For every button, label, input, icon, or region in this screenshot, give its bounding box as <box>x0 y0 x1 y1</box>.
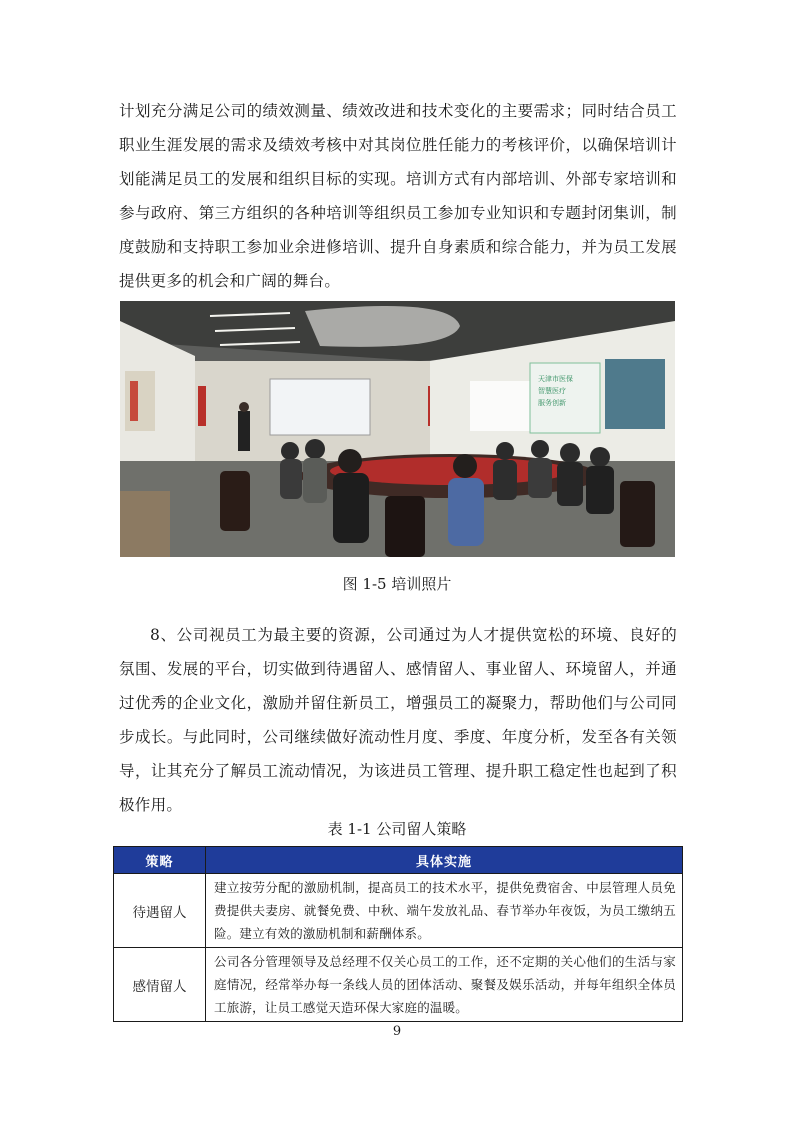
strategy-name: 感情留人 <box>114 948 206 1022</box>
photo-caption: 图 1-5 培训照片 <box>342 575 452 593</box>
table-header-row <box>114 847 683 874</box>
strategy-name: 待遇留人 <box>114 874 206 948</box>
body-paragraph-2: 8、公司视员工为最主要的资源，公司通过为人才提供宽松的环境、良好的氛围、发展的平台，切实做到待遇留人、感情留人、事业留人、环境留人，并通过优秀的企业文化，激励并留住新员工，增强员工的凝聚力，帮助他们与公司同步成长。与此同时，公司继续做好流动性月度、季度、年度分析，发至各有关领导，让其充分了解员工流动情况，为该进员工管理、提升职工稳定性也起到了积极作用。 <box>119 626 677 814</box>
board-text-2: 智慧医疗 <box>538 387 566 395</box>
body-paragraph-1: 计划充分满足公司的绩效测量、绩效改进和技术变化的主要需求；同时结合员工职业生涯发展的需求及绩效考核中对其岗位胜任能力的考核评价，以确保培训计划能满足员工的发展和组织目标的实现。培训方式有内部培训、外部专家培训和参与政府、第三方组织的各种培训等组织员工参加专业知识和专题封闭集训，制度鼓励和支持职工参加业余进修培训、提升自身素质和综合能力，并为员工发展提供更多的机会和广阔的舞台。 <box>119 102 677 290</box>
strategy-detail: 建立按劳分配的激励机制，提高员工的技术水平，提供免费宿舍、中层管理人员免费提供夫妻房、就餐免费、中秋、端午发放礼品、春节举办年夜饭，为员工缴纳五险。建立有效的激励机制和薪酬体系。 <box>206 874 683 948</box>
board-text-3: 服务创新 <box>538 399 566 407</box>
retention-strategy-table <box>113 846 683 1022</box>
table-row <box>114 948 683 1022</box>
training-photo <box>120 301 675 557</box>
strategy-detail: 公司各分管理领导及总经理不仅关心员工的工作，还不定期的关心他们的生活与家庭情况，经常举办每一条线人员的团体活动、聚餐及娱乐活动，并每年组织全体员工旅游，让员工感觉天造环保大家庭的温暖。 <box>206 948 683 1022</box>
table-row <box>114 874 683 948</box>
table-caption: 表 1-1 公司留人策略 <box>327 820 467 838</box>
board-text-1: 天津市医保 <box>538 375 573 383</box>
table-header-strategy: 策略 <box>114 847 206 874</box>
page-number: 9 <box>392 1024 402 1039</box>
table-header-implementation: 具体实施 <box>206 847 683 874</box>
